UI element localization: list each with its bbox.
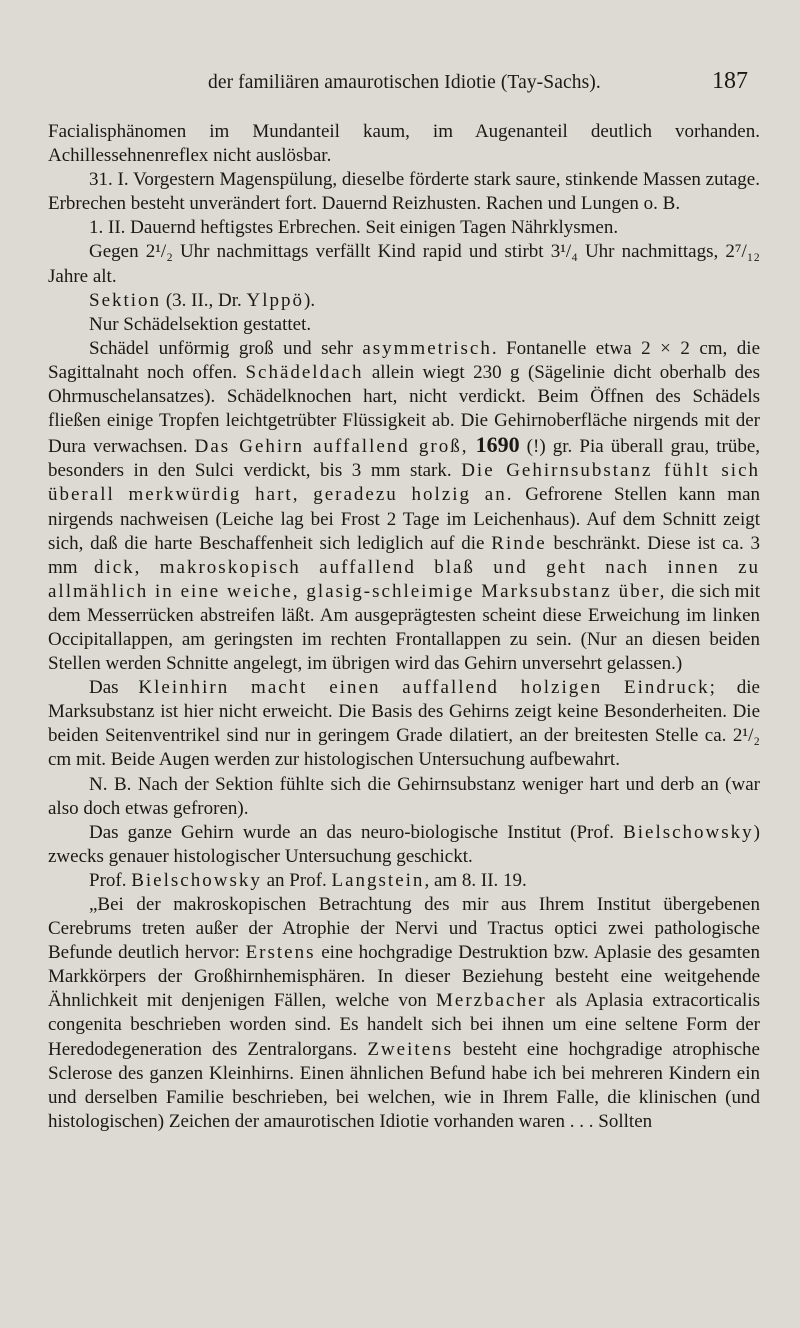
text-run: Gefrorene Stellen kann man nirgends nachweisen (Leiche lag bei Frost 2 Tage im Leichenhaus). Auf dem Schnitt zeigt sich, daß die harte Beschaffenheit sich lediglich auf die: [48, 484, 760, 554]
running-title: der familiären amaurotischen Idiotie (Tay-Sachs).: [208, 72, 601, 93]
brain-weight: 1690: [475, 432, 520, 458]
text-run: die sich mit dem Messerrücken abstreifen läßt. Am ausgeprägtesten scheint diese Erweichung im linken Occipitallappen, am geringsten im rechten Frontallappen zu sein. (Nur an diesen beiden Stellen werden Schnitte angelegt, im übrigen wird das Gehirn unversehrt gelassen.): [48, 580, 760, 675]
spaced-name: Bielschowsky: [623, 821, 754, 843]
text-run: Das ganze Gehirn wurde an das neuro-biologische Institut (Prof.: [89, 821, 624, 843]
spaced-name: Merzbacher: [436, 990, 547, 1012]
text-run: Schädel unförmig groß und sehr: [89, 337, 363, 359]
text-run: (3. II., Dr.: [161, 289, 247, 311]
text-run: Prof.: [89, 869, 132, 891]
text-run: ).: [304, 289, 316, 311]
paragraph-31-jan: 31. I. Vorgestern Magenspülung, dieselbe förderte stark saure, stinkende Massen zutage. Erbrechen besteht unverändert fort. Dauernd Reizhusten. Rachen und Lungen o. B.: [48, 169, 760, 215]
text-run: „Bei der makroskopischen Betrachtung des mir aus Ihrem Institut übergebenen Cerebrums treten außer der Atrophie der Nervi und Tractus optici zwei pathologische Befunde deutlich hervor:: [48, 894, 760, 964]
paragraph-schaedel: [48, 337, 760, 676]
text-run: die Marksubstanz ist hier nicht erweicht. Die Basis des Gehirns zeigt keine Besonderheiten. Die beiden Seitenventrikel sind nur in geringem Grade dilatiert, an der breitesten Stelle ca. 2¹/₂ cm mit. Beide Augen werden zur histologischen Untersuchung aufbewahrt.: [48, 677, 760, 771]
paragraph-letter-quote: [48, 893, 760, 1134]
spaced-term: Schädeldach: [245, 361, 364, 383]
spaced-term: Sektion: [89, 289, 162, 311]
body-text: [48, 120, 760, 1134]
spaced-term: Erstens: [245, 942, 316, 964]
paragraph-nb: N. B. Nach der Sektion fühlte sich die Gehirnsubstanz weniger hart und derb an (war also doch etwas gefroren).: [48, 773, 760, 819]
text-run: besteht eine hochgradige atrophische Sclerose des ganzen Kleinhirns. Einen ähnlichen Befund habe ich bei mehreren Kindern ein und derselben Familie beschrieben, bei welchen, wie in Ihrem Falle, die klinischen (und histologischen) Zeichen der amaurotischen Idiotie vorhanden waren . . . Sollten: [48, 1038, 760, 1132]
text-run: an Prof.: [261, 869, 332, 891]
paragraph-1-feb: 1. II. Dauernd heftigstes Erbrechen. Seit einigen Tagen Nährklysmen.: [89, 217, 619, 239]
text-run: als Aplasia extracorticalis congenita beschrieben worden sind. Es handelt sich bei ihnen um eine seltene Form der Heredodegeneration des Zentralorgans.: [48, 990, 760, 1060]
text-run: (!) gr. Pia überall grau, trübe, besonders in den Sulci verdickt, bis 3 mm stark.: [48, 436, 761, 482]
text-run: beschränkt. Diese ist ca. 3 mm: [48, 532, 760, 578]
text-run: Das: [89, 677, 139, 699]
paragraph-letter-header: [48, 869, 760, 893]
text-run: , am 8. II. 19.: [424, 869, 527, 891]
paragraph-death: Gegen 2¹/₂ Uhr nachmittags verfällt Kind rapid und stirbt 3¹/₄ Uhr nachmittags, 2⁷/₁₂ Jahre alt.: [48, 241, 760, 287]
text-run: . Fontanelle etwa 2 × 2 cm, die Sagittalnaht noch offen.: [48, 337, 760, 383]
spaced-term: Die Gehirnsubstanz fühlt sich überall merkwürdig hart, geradezu holzig an.: [48, 460, 760, 506]
text-run: eine hochgradige Destruktion bzw. Aplasie des gesamten Markkörpers der Großhirnhemisphären. In dieser Beziehung besteht eine weitgehende Ähnlichkeit mit denjenigen Fällen, welche von: [48, 942, 760, 1012]
text-run: ) zwecks genauer histologischer Untersuchung geschickt.: [48, 821, 760, 867]
spaced-term: Kleinhirn macht einen auffallend holzigen Eindruck;: [138, 677, 717, 699]
spaced-name: Ylppö: [246, 289, 305, 311]
page-number: 187: [712, 68, 748, 94]
spaced-term: Zweitens: [367, 1038, 453, 1060]
spaced-name: Langstein: [331, 869, 425, 891]
paragraph-kleinhirn: [48, 676, 760, 772]
spaced-term: asymmetrisch: [362, 337, 492, 359]
spaced-term: dick, makroskopisch auffallend blaß und geht nach innen zu allmählich in eine weiche, glasig-schleimige Marksubstanz über,: [48, 556, 760, 602]
paragraph-institut: [48, 821, 760, 869]
paragraph-schaedelsektion: Nur Schädelsektion gestattet.: [89, 313, 312, 335]
spaced-term: Das Gehirn auffallend groß,: [194, 436, 469, 458]
paragraph-sektion: [48, 289, 760, 313]
spaced-term: Rinde: [491, 532, 547, 554]
text-run: allein wiegt 230 g (Sägelinie dicht oberhalb des Ohrmuschelansatzes). Schädelknochen hart, nicht verdickt. Beim Öffnen des Schädels fließen einige Tropfen leichtgetrübter Flüssigkeit ab. Die Gehirnoberfläche nirgends mit der Dura verwachsen.: [48, 361, 761, 458]
running-header: [48, 68, 760, 106]
text-run: [468, 436, 475, 457]
spaced-name: Bielschowsky: [131, 869, 262, 891]
paragraph-facialis: Facialisphänomen im Mundanteil kaum, im Augenanteil deutlich vorhanden. Achillessehnenreflex nicht auslösbar.: [48, 121, 760, 167]
